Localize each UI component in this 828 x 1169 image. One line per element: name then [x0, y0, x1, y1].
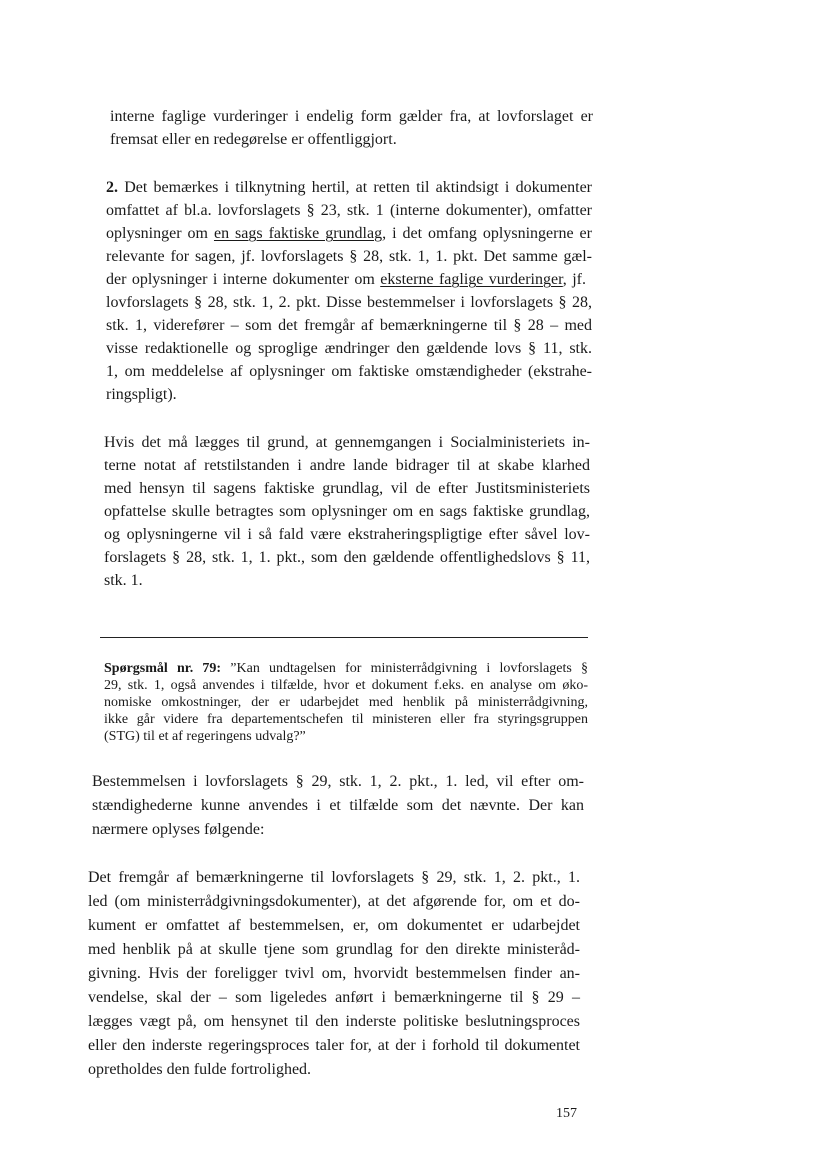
- para5-line-2: led (om ministerrådgivningsdokumenter), at det afgørende for, om et do-: [88, 893, 580, 910]
- question-label: Spørgsmål nr. 79:: [104, 661, 222, 676]
- section-divider: [100, 637, 588, 638]
- para2-line-5a: der oplysninger i interne dokumenter om: [106, 271, 381, 288]
- para3-line-2: terne notat af retstilstanden i andre lande bidrager til at skabe klarhed: [104, 457, 590, 474]
- underlined-phrase-faktiske-grundlag: en sags faktiske grundlag: [213, 225, 383, 242]
- question-line-4: ikke går videre fra departementschefen til ministeren eller fra styringsgruppen: [104, 712, 588, 727]
- para2-number: 2.: [106, 179, 118, 196]
- page-number: 157: [556, 1106, 577, 1121]
- answer-line-2: stændighederne kunne anvendes i et tilfælde som det nævnte. Der kan: [92, 797, 584, 814]
- para2-line-2: omfattet af bl.a. lovforslagets § 23, stk. 1 (interne dokumenter), omfatter: [106, 202, 592, 219]
- para2-line-8: visse redaktionelle og sproglige ændringer den gældende lovs § 11, stk.: [106, 340, 592, 357]
- para3-line-7: stk. 1.: [104, 572, 143, 589]
- question-line-1-text: ”Kan undtagelsen for ministerrådgivning i lovforslagets §: [221, 661, 588, 676]
- para2-line-5b: , jf.: [562, 271, 586, 288]
- para2-line-10: ringspligt).: [106, 386, 177, 403]
- question-line-5: (STG) til et af regeringens udvalg?”: [104, 729, 306, 744]
- question-line-1: [104, 660, 588, 677]
- para3-line-4: opfattelse skulle betragtes som oplysninger om en sags faktiske grundlag,: [104, 503, 590, 520]
- para3-line-5: og oplysningerne vil i så fald være ekstraheringspligtige efter såvel lov-: [104, 526, 590, 543]
- para5-line-1: Det fremgår af bemærkningerne til lovforslagets § 29, stk. 1, 2. pkt., 1.: [88, 869, 580, 886]
- para2-line-1-text: Det bemærkes i tilknytning hertil, at retten til aktindsigt i dokumenter: [124, 179, 593, 196]
- question-line-2: 29, stk. 1, også anvendes i tilfælde, hvor et dokument f.eks. en analyse om øko-: [104, 678, 588, 693]
- para2-line-6: lovforslagets § 28, stk. 1, 2. pkt. Disse bestemmelser i lovforslagets § 28,: [106, 294, 592, 311]
- para5-line-9: opretholdes den fulde fortrolighed.: [88, 1061, 312, 1078]
- para2-line-7: stk. 1, viderefører – som det fremgår af bemærkningerne til § 28 – med: [106, 317, 592, 334]
- para3-line-1: Hvis det må lægges til grund, at gennemgangen i Socialministeriets in-: [104, 434, 590, 451]
- para5-line-7: lægges vægt på, om hensynet til den inderste politiske beslutningsproces: [88, 1013, 580, 1030]
- para5-line-3: kument er omfattet af bestemmelsen, er, om dokumentet er udarbejdet: [88, 917, 580, 934]
- intro-line-1: interne faglige vurderinger i endelig form gælder fra, at lovforslaget er: [110, 108, 593, 125]
- para2-line-9: 1, om meddelelse af oplysninger om faktiske omstændigheder (ekstrahe-: [106, 363, 592, 380]
- para2-line-1: [106, 177, 592, 199]
- para3-line-6: forslagets § 28, stk. 1, 1. pkt., som den gældende offentlighedslovs § 11,: [104, 549, 590, 566]
- para2-line-4: relevante for sagen, jf. lovforslagets § 28, stk. 1, 1. pkt. Det samme gæl-: [106, 248, 592, 265]
- para5-line-8: eller den inderste regeringsproces taler for, at der i forhold til dokumentet: [88, 1037, 580, 1054]
- para2-line-3a: oplysninger om: [106, 225, 214, 242]
- para5-line-4: med henblik på at skulle tjene som grundlag for den direkte ministeråd-: [88, 941, 580, 958]
- para2-line-5: [106, 269, 586, 291]
- para3-line-3: med hensyn til sagens faktiske grundlag, vil de efter Justitsministeriets: [104, 480, 590, 497]
- para5-line-5: givning. Hvis der foreligger tvivl om, hvorvidt bestemmelsen finder an-: [88, 965, 580, 982]
- underlined-phrase-eksterne-vurderinger: eksterne faglige vurderinger: [380, 271, 563, 288]
- answer-line-1: Bestemmelsen i lovforslagets § 29, stk. 1, 2. pkt., 1. led, vil efter om-: [92, 773, 584, 790]
- para5-line-6: vendelse, skal der – som ligeledes anført i bemærkningerne til § 29 –: [88, 989, 580, 1006]
- question-line-3: nomiske omkostninger, der er udarbejdet med henblik på ministerrådgivning,: [104, 695, 588, 710]
- para2-line-3: [106, 223, 592, 245]
- answer-line-3: nærmere oplyses følgende:: [92, 821, 265, 838]
- para2-line-3b: , i det omfang oplysningerne er: [382, 225, 592, 242]
- intro-line-2: fremsat eller en redegørelse er offentliggjort.: [110, 131, 397, 148]
